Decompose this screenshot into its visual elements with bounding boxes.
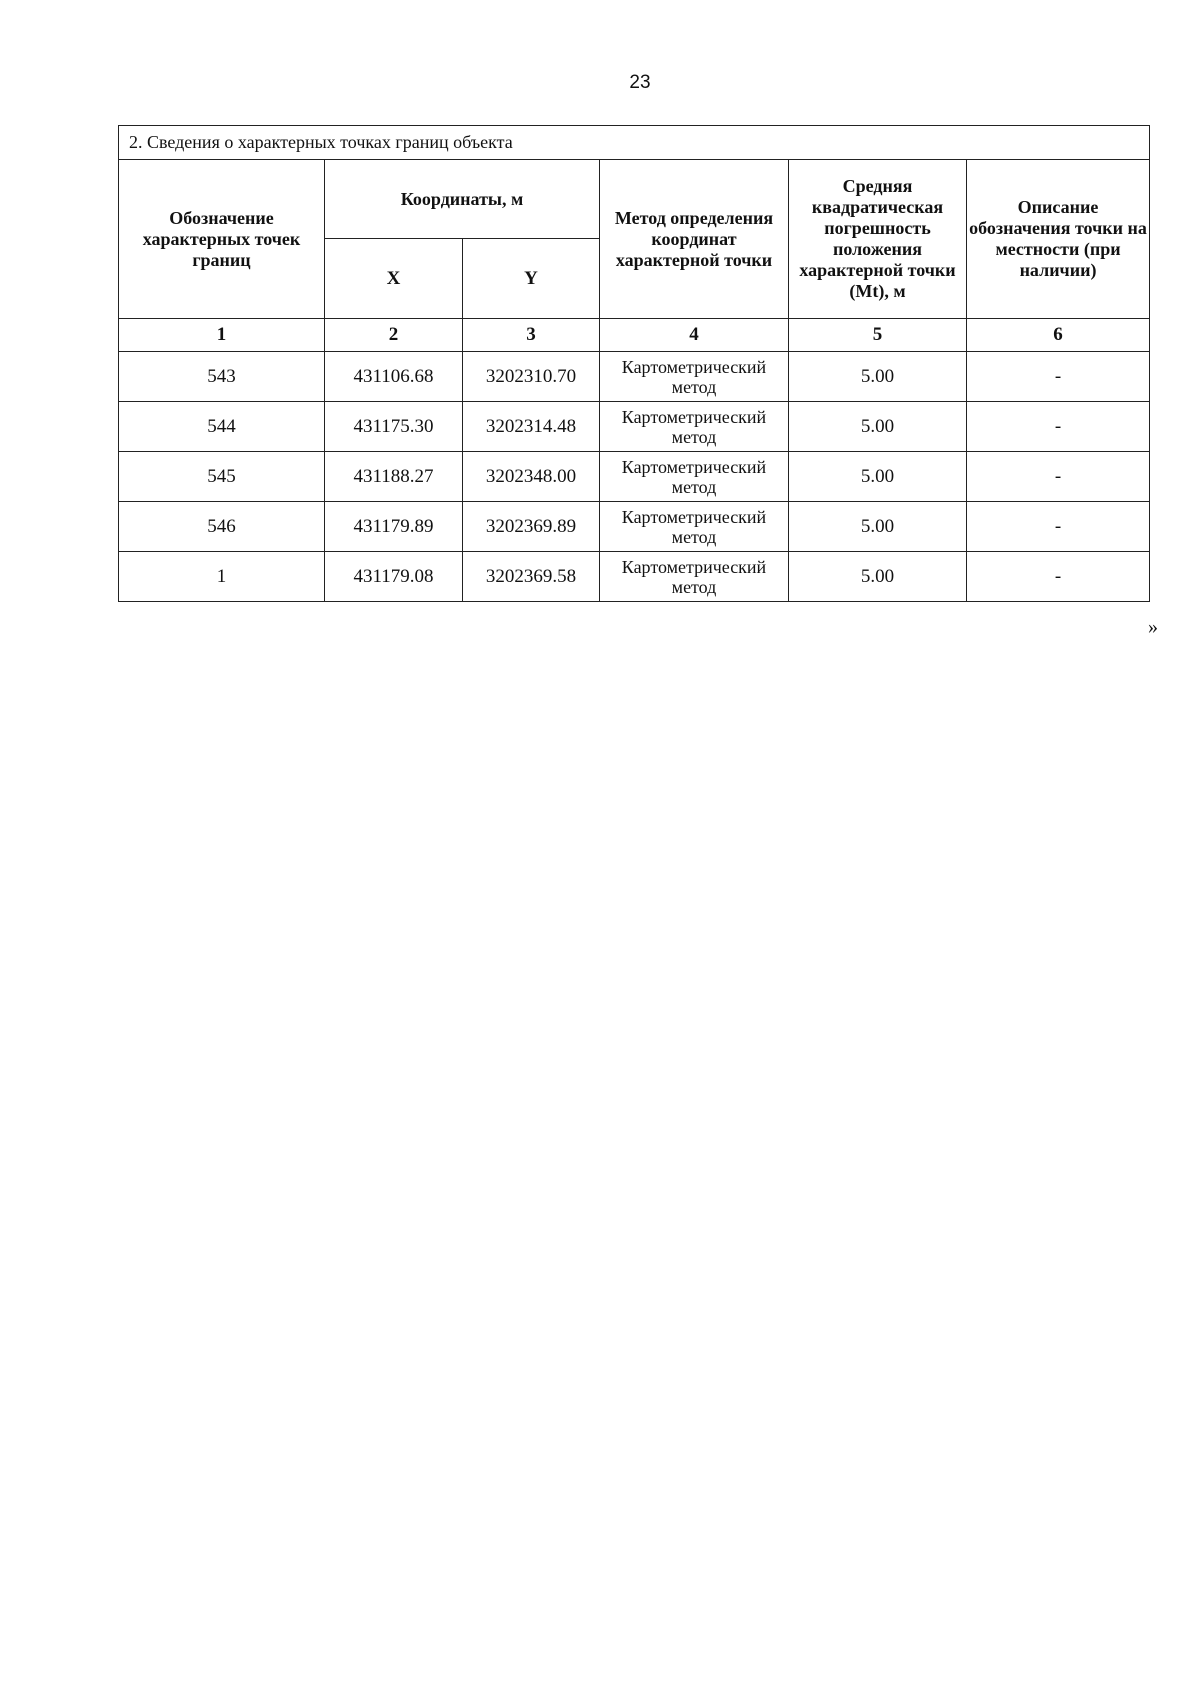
section-title: 2. Сведения о характерных точках границ объекта: [119, 126, 1150, 160]
rms-error: 5.00: [789, 352, 967, 402]
coord-x: 431106.68: [325, 352, 463, 402]
point-id: 1: [119, 552, 325, 602]
column-number: 5: [789, 319, 967, 352]
point-id: 546: [119, 502, 325, 552]
closing-quote: »: [1148, 616, 1158, 638]
table-row: [119, 452, 1150, 502]
table-row: [119, 552, 1150, 602]
coord-y: 3202369.89: [463, 502, 600, 552]
table-row: [119, 402, 1150, 452]
coord-y: 3202348.00: [463, 452, 600, 502]
header-method: Метод определения координат характерной точки: [600, 160, 789, 319]
page-number: 23: [629, 72, 651, 93]
rms-error: 5.00: [789, 552, 967, 602]
header-x: X: [325, 239, 463, 319]
method: Картометрический метод: [600, 402, 789, 452]
column-number: 6: [967, 319, 1150, 352]
description: -: [967, 502, 1150, 552]
method: Картометрический метод: [600, 452, 789, 502]
header-description: Описание обозначения точки на местности (при наличии): [967, 160, 1150, 319]
point-id: 543: [119, 352, 325, 402]
coord-y: 3202314.48: [463, 402, 600, 452]
description: -: [967, 402, 1150, 452]
column-number: 1: [119, 319, 325, 352]
coord-x: 431179.08: [325, 552, 463, 602]
method: Картометрический метод: [600, 352, 789, 402]
column-number-row: [119, 319, 1150, 352]
description: -: [967, 552, 1150, 602]
column-number: 2: [325, 319, 463, 352]
point-id: 544: [119, 402, 325, 452]
column-number: 3: [463, 319, 600, 352]
coord-y: 3202310.70: [463, 352, 600, 402]
description: -: [967, 352, 1150, 402]
method: Картометрический метод: [600, 502, 789, 552]
table-row: [119, 352, 1150, 402]
header-point-designation: Обозначение характерных точек границ: [119, 160, 325, 319]
boundary-points-table: [118, 125, 1150, 602]
rms-error: 5.00: [789, 402, 967, 452]
coord-x: 431188.27: [325, 452, 463, 502]
rms-error: 5.00: [789, 502, 967, 552]
header-rms-error: Средняя квадратическая погрешность положения характерной точки (Mt), м: [789, 160, 967, 319]
table-row: [119, 502, 1150, 552]
coord-x: 431175.30: [325, 402, 463, 452]
column-number: 4: [600, 319, 789, 352]
rms-error: 5.00: [789, 452, 967, 502]
header-coordinates: Координаты, м: [325, 160, 600, 239]
method: Картометрический метод: [600, 552, 789, 602]
coord-x: 431179.89: [325, 502, 463, 552]
coord-y: 3202369.58: [463, 552, 600, 602]
point-id: 545: [119, 452, 325, 502]
header-y: Y: [463, 239, 600, 319]
description: -: [967, 452, 1150, 502]
